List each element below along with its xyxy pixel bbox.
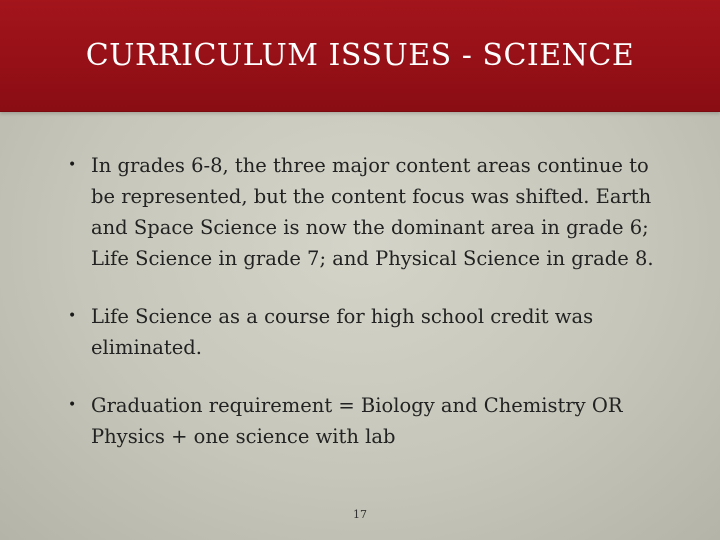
bullet-item	[68, 150, 668, 274]
bullet-icon: •	[68, 397, 77, 413]
bullet-icon: •	[68, 157, 77, 173]
bullet-text: Graduation requirement = Biology and Chemistry OR Physics + one science with lab	[91, 394, 623, 448]
page-number: 17	[353, 508, 367, 521]
bullet-item	[68, 301, 668, 363]
title-band	[0, 0, 720, 112]
bullet-text: Life Science as a course for high school credit was eliminated.	[91, 305, 594, 359]
bullet-text: In grades 6-8, the three major content areas continue to be represented, but the content focus was shifted. Earth and Space Science is now the dominant area in grade 6; Life Science in grade 7; and Physical Science in grade 8.	[91, 154, 654, 270]
bullet-list	[68, 150, 668, 479]
slide-title: CURRICULUM ISSUES - SCIENCE	[85, 38, 635, 73]
bullet-item	[68, 390, 668, 452]
bullet-icon: •	[68, 308, 77, 324]
